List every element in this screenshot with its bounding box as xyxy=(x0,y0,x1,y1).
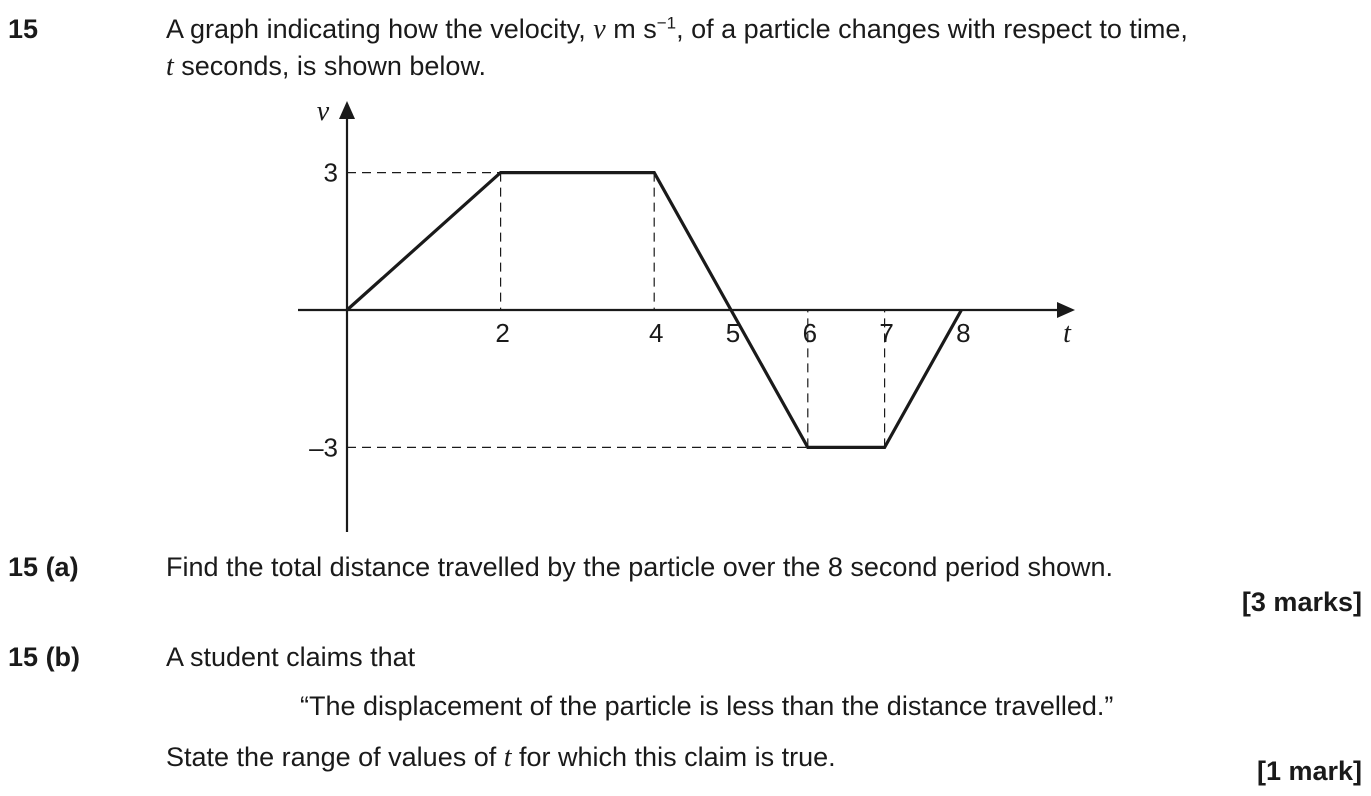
t-axis-arrowhead xyxy=(1057,302,1075,318)
part-b-intro: A student claims that xyxy=(166,642,416,672)
part-b-letter: (b) xyxy=(45,642,81,672)
intro-text-end: , of a particle changes with respect to time, xyxy=(676,14,1188,44)
v-axis-arrowhead xyxy=(339,101,355,119)
y-axis-label: v xyxy=(316,96,330,127)
part-a-label xyxy=(8,551,79,583)
x-tick-label: 8 xyxy=(956,318,971,348)
part-b-number: 15 xyxy=(8,642,39,672)
part-b-instruction xyxy=(166,741,836,774)
velocity-unit: m s xyxy=(605,14,657,44)
part-a-marks: [3 marks] xyxy=(1241,587,1362,617)
part-a-text: Find the total distance travelled by the particle over the 8 second period shown. xyxy=(166,552,1114,582)
y-tick-label: –3 xyxy=(309,432,338,463)
question-number: 15 xyxy=(8,14,39,44)
part-b-marks: [1 mark] xyxy=(1256,756,1362,786)
intro-text-start: A graph indicating how the velocity, xyxy=(166,14,594,44)
time-variable: t xyxy=(166,51,174,82)
part-a-number: 15 xyxy=(8,552,39,582)
student-claim-quote: “The displacement of the particle is less than the distance travelled.” xyxy=(300,691,1114,721)
x-tick-label: 2 xyxy=(495,318,510,348)
velocity-variable: v xyxy=(593,14,606,45)
intro-text-line2: seconds, is shown below. xyxy=(173,51,486,81)
part-a-letter: (a) xyxy=(45,552,79,582)
x-tick-label: 7 xyxy=(879,318,894,348)
x-tick-label: 5 xyxy=(725,318,741,348)
x-tick-label: 6 xyxy=(802,318,818,348)
part-b-label xyxy=(8,641,80,673)
part-b-instruction-end: for which this claim is true. xyxy=(511,742,836,772)
x-tick-label: 4 xyxy=(648,318,664,348)
part-b-instruction-start: State the range of values of xyxy=(166,742,504,772)
y-tick-label: 3 xyxy=(323,157,338,188)
unit-exponent: −1 xyxy=(656,13,677,33)
x-axis-label: t xyxy=(1063,318,1071,349)
part-b-time-variable: t xyxy=(503,742,512,773)
